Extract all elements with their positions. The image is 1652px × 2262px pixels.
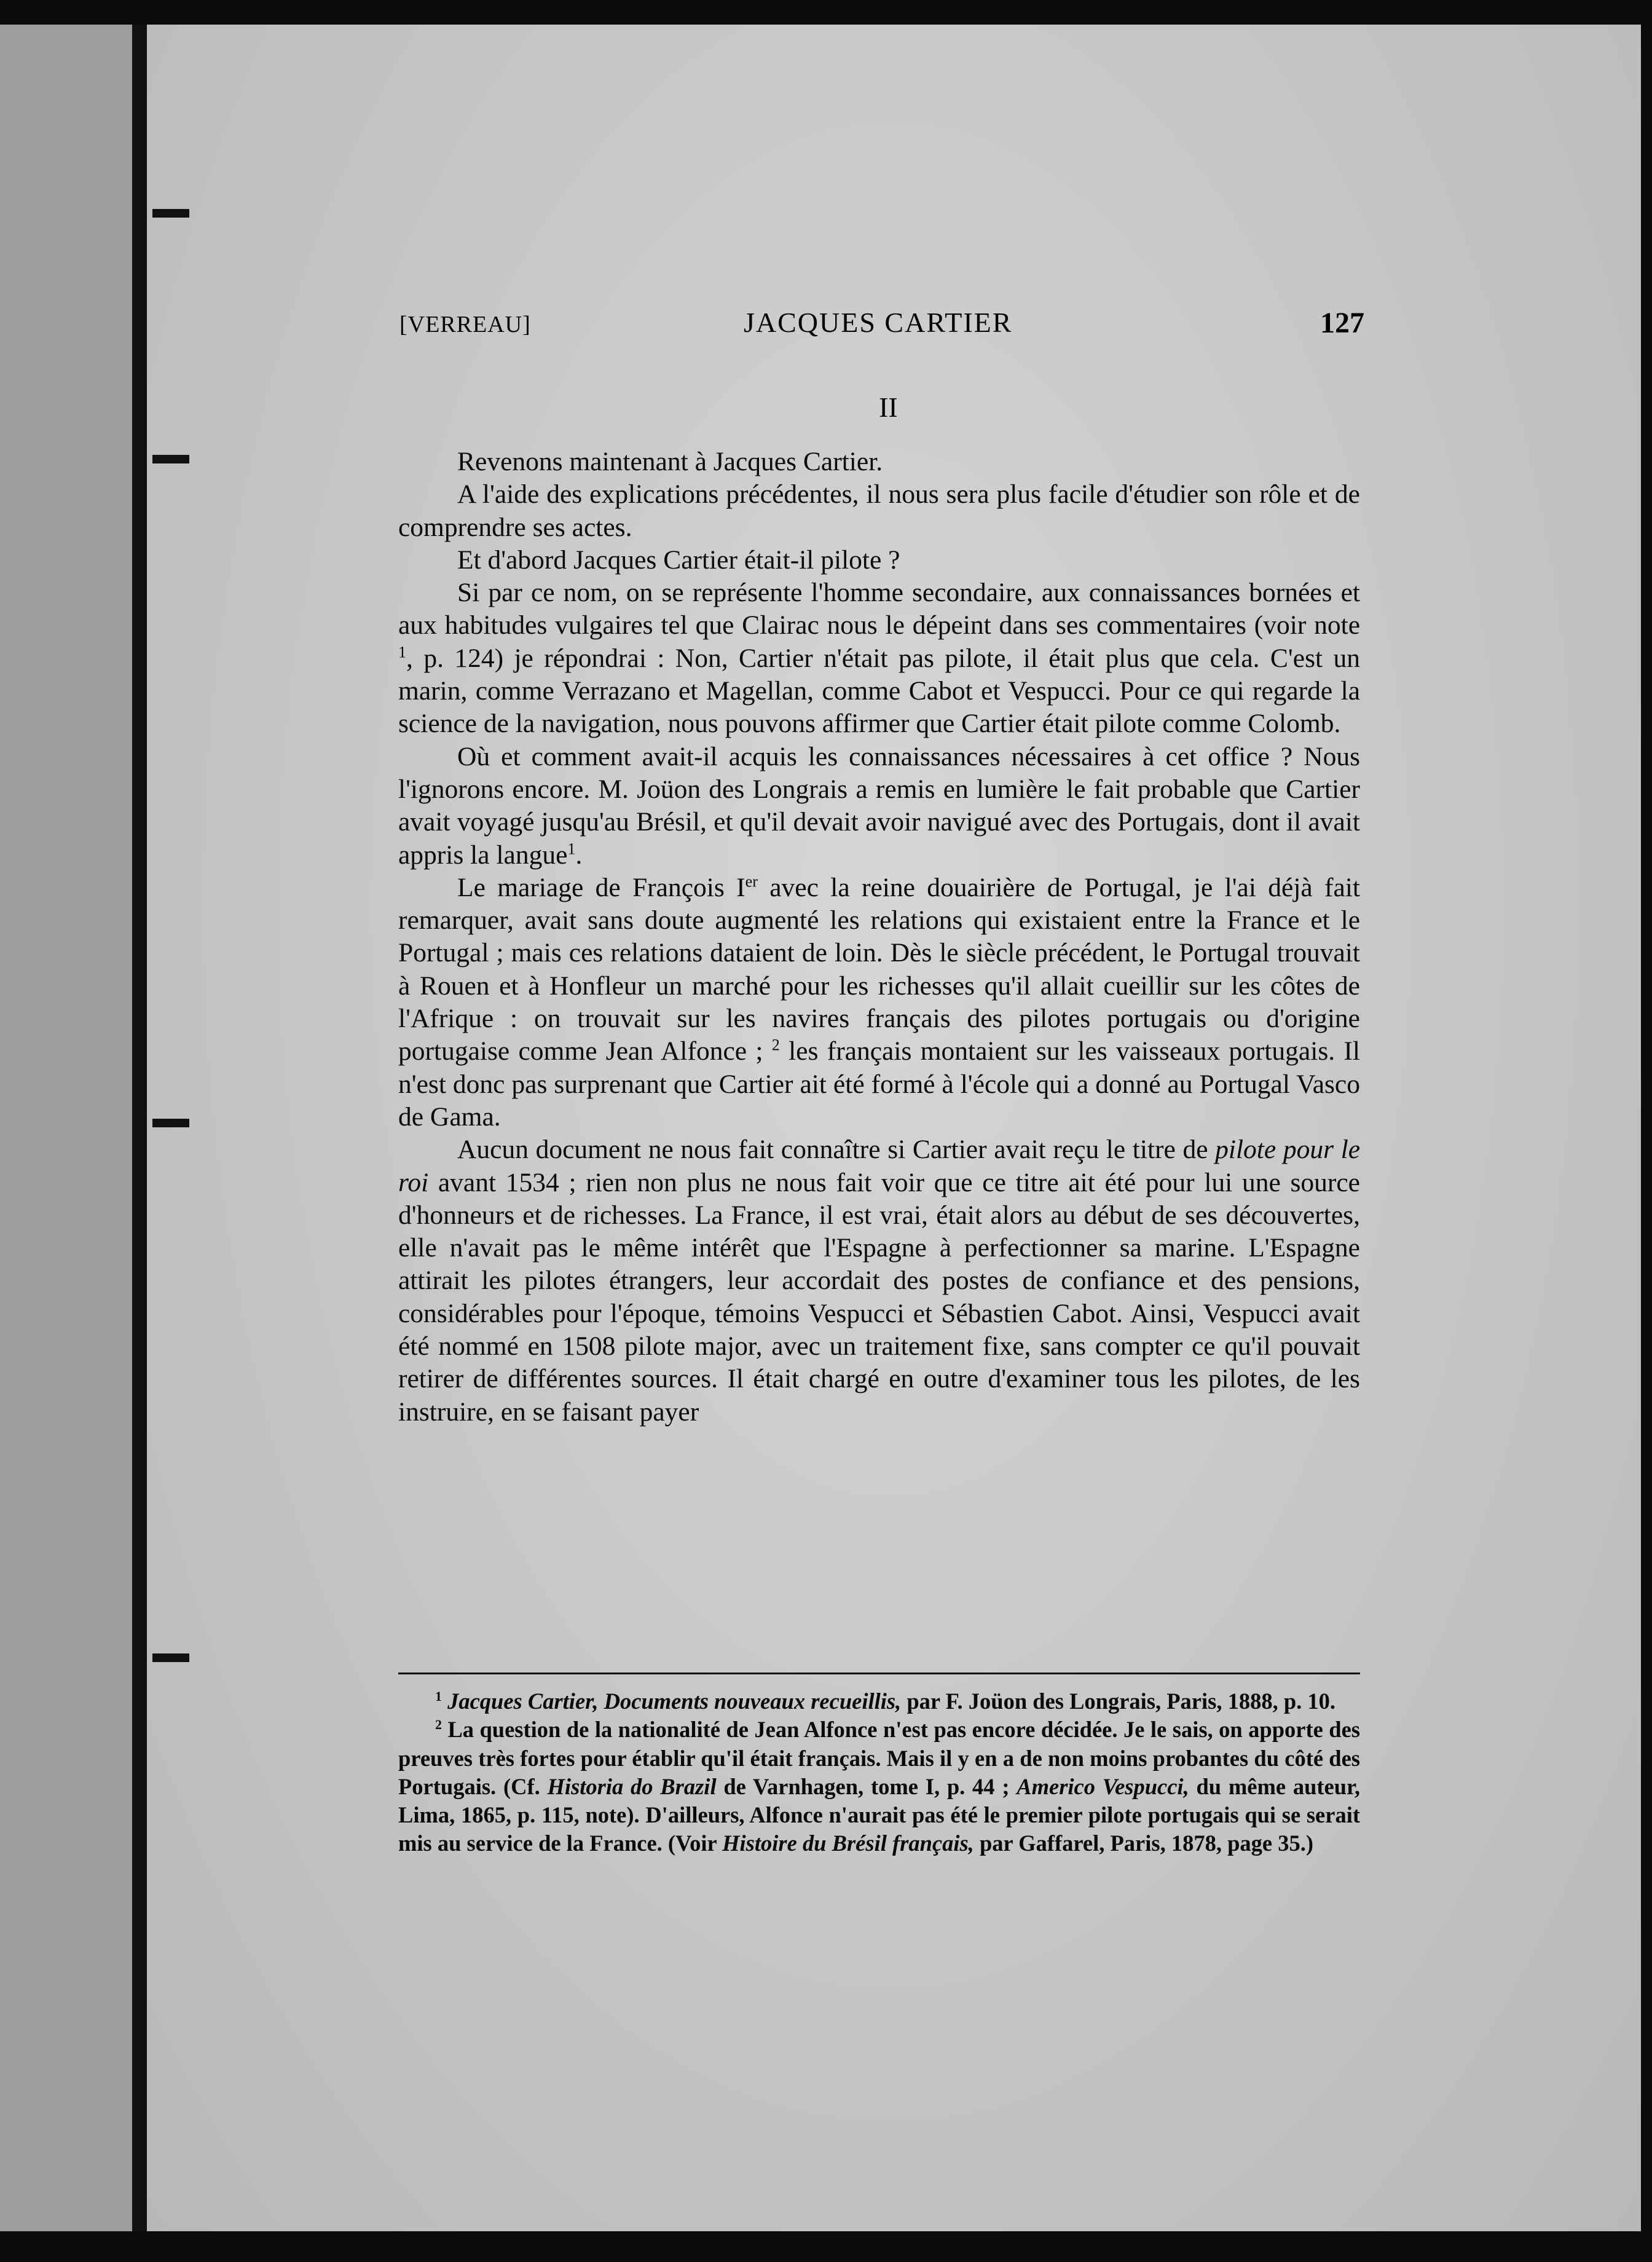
footnote-rule xyxy=(398,1673,1360,1674)
footnote xyxy=(398,1687,1360,1716)
paragraph xyxy=(398,577,1360,740)
paragraph-text: avant 1534 ; rien non plus ne nous fait voir que ce titre ait été pour lui une source d'honneurs et de richesses. La France, il est vrai, était alors au début de ses découvertes, elle n'avait pas le même intérêt que l'Espagne à perfectionner sa marine. L'Espagne attirait les pilotes étrangers, leur accordait des postes de confiance et des pensions, considérables pour l'époque, témoins Vespucci et Sébastien Cabot. Ainsi, Vespucci avait été nommé en 1508 pilote major, avec un traitement fixe, sans compter ce qu'il pouvait retirer de différentes sources. Il était chargé en outre d'examiner tous les pilotes, de les instruire, en se faisant payer xyxy=(398,1167,1360,1427)
italic-text: Jacques Cartier, Documents nouveaux recueillis, xyxy=(447,1689,902,1714)
paragraph-text: , p. 124) je répondrai : Non, Cartier n'était pas pilote, il était plus que cela. C'est un marin, comme Verrazano et Magellan, comme Cabot et Vespucci. Pour ce qui regarde la science de la navigation, nous pouvons affirmer que Cartier était pilote comme Colomb. xyxy=(398,643,1360,739)
binding-tab xyxy=(152,1653,189,1662)
italic-text: Historia do Brazil xyxy=(547,1773,717,1799)
footnote-number: 2 xyxy=(435,1717,442,1733)
footnote-text: par F. Joüon des Longrais, Paris, 1888, p. 10. xyxy=(907,1689,1336,1714)
binding-tab xyxy=(152,1119,189,1127)
footnote-ref: 1 xyxy=(398,643,407,661)
paragraph-text: Le mariage de François I xyxy=(457,872,745,902)
section-heading: II xyxy=(879,392,898,423)
paragraph-text: Si par ce nom, on se représente l'homme secondaire, aux connaissances bornées et aux habitudes vulgaires tel que Clairac nous le dépeint dans ses commentaires (voir note xyxy=(398,578,1360,640)
running-header xyxy=(399,306,1364,349)
footnotes xyxy=(398,1687,1360,1858)
paragraph-text: Aucun document ne nous fait connaître si Cartier avait reçu le titre de xyxy=(457,1135,1208,1165)
paragraph-text: Et d'abord Jacques Cartier était-il pilote ? xyxy=(457,545,900,575)
paragraph-text: Revenons maintenant à Jacques Cartier. xyxy=(457,447,883,476)
footnote-text: La question de la nationalité de Jean Alfonce n'est pas encore décidée. Je le sais, on apporte des preuves très fortes pour établir qu'il était français. Mais il y en a de non moins probantes du côté des Portugais. (Cf. xyxy=(398,1717,1360,1799)
paragraph-text: Où et comment avait-il acquis les connaissances nécessaires à cet office ? Nous l'ignorons encore. M. Joüon des Longrais a remis en lumière le fait probable que Cartier avait voyagé jusqu'au Brésil, et qu'il devait avoir navigué avec des Portugais, dont il avait appris la langue xyxy=(398,741,1360,870)
footnote-ref: 2 xyxy=(771,1036,780,1054)
binding-tab xyxy=(152,455,189,463)
paragraph-text: A l'aide des explications précédentes, il nous sera plus facile d'étudier son rôle et de comprendre ses actes. xyxy=(398,479,1360,542)
superscript-er: er xyxy=(745,872,758,891)
footnote xyxy=(398,1716,1360,1858)
footnote-text: par Gaffarel, Paris, 1878, page 35.) xyxy=(979,1830,1313,1856)
italic-text: pilote pour le roi xyxy=(398,1135,1360,1197)
paragraph-text: les français montaient sur les vaisseaux portugais. Il n'est donc pas surprenant que Cartier ait été formé à l'école qui a donné au Portugal Vasco de Gama. xyxy=(398,1036,1360,1132)
paragraph xyxy=(398,1133,1360,1429)
left-margin-strip xyxy=(0,25,141,2231)
paragraph xyxy=(398,446,1360,478)
footnote-ref: 1 xyxy=(567,840,576,858)
binding-spine xyxy=(132,25,147,2231)
footnote-text: du même auteur, Lima, 1865, p. 115, note). D'ailleurs, Alfonce n'aurait pas été le premier pilote portugais qui se serait mis au service de la France. (Voir xyxy=(398,1773,1361,1856)
footnote-number: 1 xyxy=(435,1688,442,1704)
header-title: JACQUES CARTIER xyxy=(744,307,1013,338)
italic-text: Americo Vespucci, xyxy=(1017,1773,1189,1799)
page-number: 127 xyxy=(1320,307,1364,339)
italic-text: Histoire du Brésil français, xyxy=(722,1830,974,1856)
paragraph xyxy=(398,544,1360,577)
paragraph: Où et comment avait-il acquis les connaissances nécessaires à cet office ? Nous l'ignorons encore. M. Joüon des Longrais a remis en lumière le fait probable que Cartier avait voyagé jusqu'au Brésil, et qu'il devait avoir navigué avec des Portugais, dont il avait appris la langue$^1$. xyxy=(398,741,1360,870)
footnote-text: de Varnhagen, tome I, p. 44 ; xyxy=(723,1773,1010,1799)
paragraph-text: avec la reine douairière de Portugal, je l'ai déjà fait remarquer, avait sans doute augmenté les relations qui existaient entre la France et le Portugal ; mais ces relations dataient de loin. Dès le siècle précédent, le Portugal trouvait à Rouen et à Honfleur un marché pour les richesses qu'il allait cueillir sur les côtes de l'Afrique : on trouvait sur les navires français des pilotes portugais ou d'origine portugaise comme Jean Alfonce ; xyxy=(398,872,1361,1066)
paragraph xyxy=(398,872,1360,1133)
header-author: [VERREAU] xyxy=(399,312,531,337)
paragraph xyxy=(398,478,1360,544)
binding-tab xyxy=(152,209,189,218)
body-text xyxy=(398,446,1360,1429)
